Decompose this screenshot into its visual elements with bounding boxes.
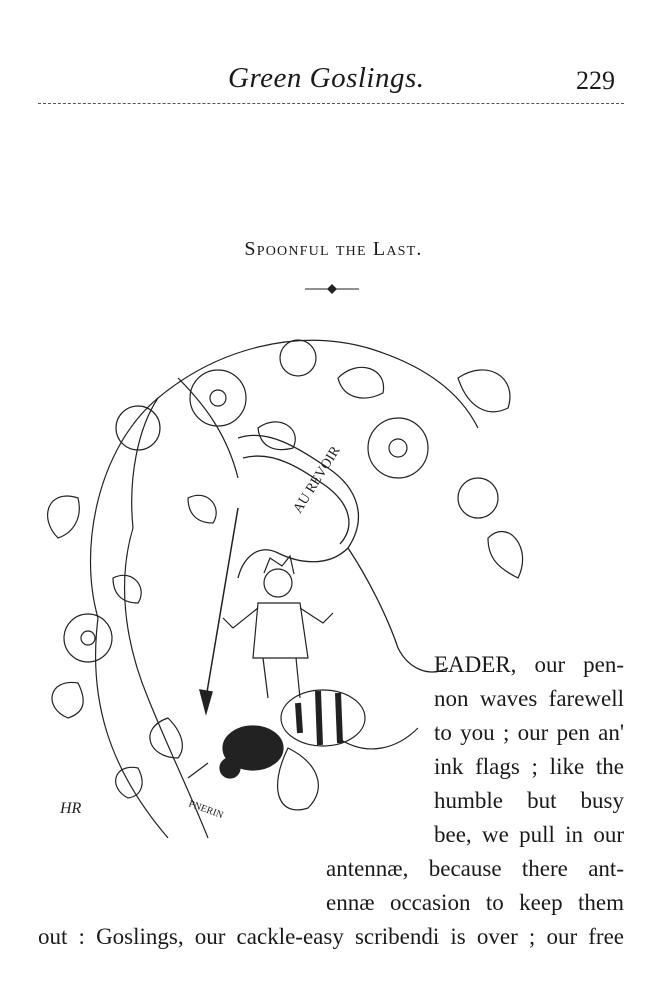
header-rule xyxy=(38,103,624,104)
body-line: out : Goslings, our cackle-easy scribendi is over ; our free xyxy=(38,924,624,949)
banner-ribbon xyxy=(238,435,448,672)
body-line: bee, we pull in our xyxy=(434,822,624,847)
pen-quill xyxy=(200,508,238,713)
jester-figure xyxy=(223,556,333,698)
artist-signature: PNERIN xyxy=(186,798,225,822)
ornament-divider-icon xyxy=(305,282,359,296)
body-line: humble but busy xyxy=(434,788,624,813)
body-line: non waves farewell xyxy=(434,686,624,711)
body-line: to you ; our pen an' xyxy=(434,720,624,745)
section-title-text: Spoonful the Last. xyxy=(244,238,423,260)
page-number: 229 xyxy=(576,66,615,95)
body-line: ennæ occasion to keep them xyxy=(326,890,624,915)
running-title: Green Goslings. xyxy=(228,62,425,94)
monogram-signature: HR xyxy=(60,800,82,817)
illustration-vignette xyxy=(38,318,538,868)
banner-text: AU REVOIR xyxy=(290,443,344,517)
body-line: ink flags ; like the xyxy=(434,754,624,779)
body-line: antennæ, because there ant- xyxy=(326,856,624,881)
body-line: EADER, our pen- xyxy=(434,652,624,677)
bee-figure xyxy=(188,690,418,810)
section-title xyxy=(0,238,667,261)
